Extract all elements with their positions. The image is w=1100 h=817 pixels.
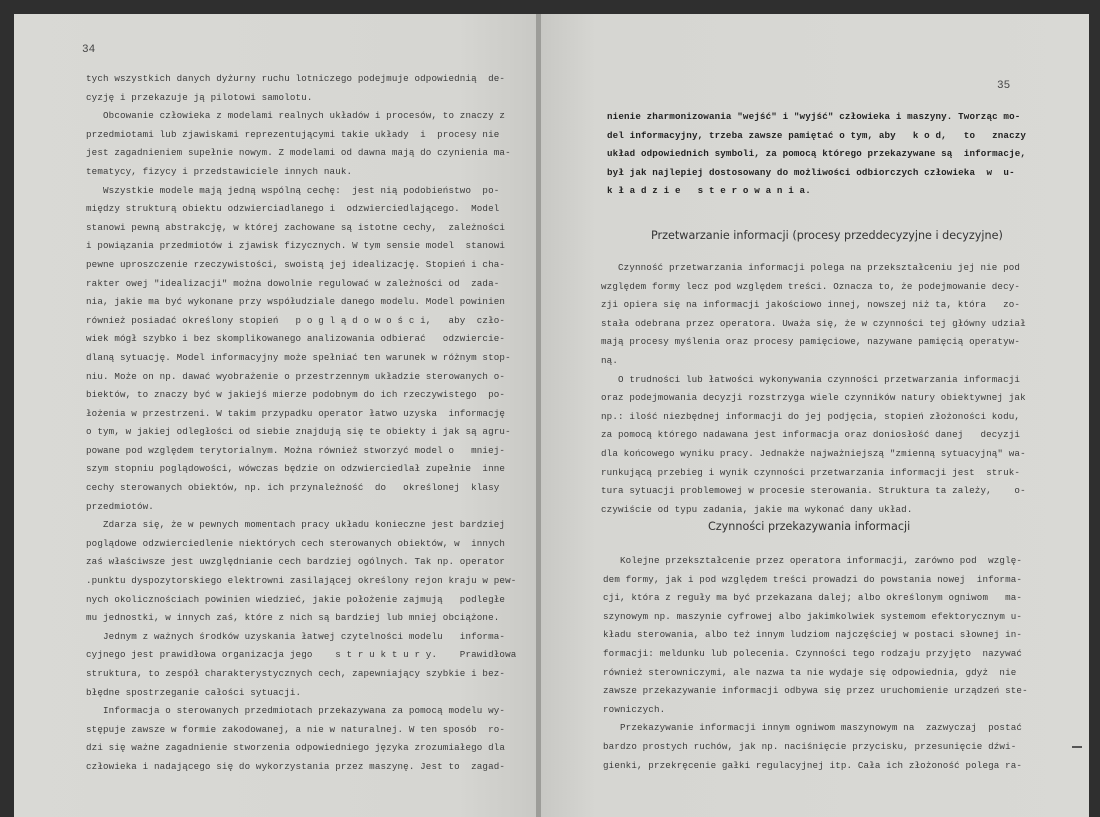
text-line: poglądowe odzwierciedlenie niektórych cech sterowanych obiektów, w innych	[86, 537, 506, 549]
text-line: mają procesy myślenia oraz procesy pamięciowe, nazywane pamięcią operatyw-	[601, 336, 1021, 348]
text-line: O trudności lub łatwości wykonywania czynności przetwarzania informacji	[601, 373, 1021, 385]
text-line: Informacja o sterowanych przedmiotach przekazywana za pomocą modelu wy-	[86, 705, 506, 717]
text-line: ną.	[601, 354, 618, 366]
text-line: Zdarza się, że w pewnych momentach pracy układu konieczne jest bardziej	[86, 519, 506, 531]
text-line: .punktu dyspozytorskiego elektrowni zasilającej określony rejon kraju w pew-	[86, 575, 517, 587]
right-page-number: 35	[997, 80, 1011, 92]
left-page-number: 34	[82, 44, 96, 56]
text-line: był jak najlepiej dostosowany do możliwości odbiorczych człowieka w u-	[607, 166, 1015, 178]
text-line: między strukturą obiektu odzwierciadlanego i odzwierciedlającego. Model	[86, 203, 500, 215]
text-line: stanowi pewną abstrakcję, w której zachowane są istotne cechy, zależności	[86, 221, 506, 233]
text-line: zawsze przekazywanie informacji odbywa się przez uruchomienie urządzeń ste-	[603, 685, 1028, 697]
text-line: Obcowanie człowieka z modelami realnych układów i procesów, to znaczy z	[86, 110, 506, 122]
text-line: również posiadać określony stopień p o g l ą d o w o ś c i, aby czło-	[86, 314, 506, 326]
text-line: przedmiotów.	[86, 500, 154, 512]
text-line: Wszystkie modele mają jedną wspólną cechę: jest nią podobieństwo po-	[86, 184, 500, 196]
text-line: stępuje zawsze w formie zakodowanej, a nie w naturalnej. W ten sposób ro-	[86, 723, 506, 735]
text-line: kładu sterowania, albo też innym ludziom najczęściej w postaci słownej in-	[603, 629, 1023, 641]
text-line: względem formy lecz pod względem treści. Oznacza to, że podejmowanie decy-	[601, 280, 1021, 292]
text-line: łożenia w przestrzeni. W takim przypadku operator łatwo uzyska informację	[86, 407, 506, 419]
text-line: nych okolicznościach powinien wiedzieć, jakie położenie zajmują podległe	[86, 593, 506, 605]
text-line: szym stopniu poglądowości, wówczas będzie on odzwierciedlał zupełnie inne	[86, 463, 506, 475]
text-line: nia, jakie ma być wykonane przy współudziale danego modelu. Model powinien	[86, 296, 506, 308]
text-line: Jednym z ważnych środków uzyskania łatwej czytelności modelu informa-	[86, 630, 506, 642]
text-line: układ odpowiednich symboli, za pomocą którego przekazywane są informacje,	[607, 148, 1027, 160]
section-processing-body	[601, 259, 1026, 519]
text-line: jest zagadnieniem supełnie nowym. Z modelami od dawna mają do czynienia ma-	[86, 147, 511, 159]
text-line: stała odebrana przez operatora. Uważa się, że w czynności tej główny udział	[601, 317, 1026, 329]
text-line: przedmiotami lub zjawiskami reprezentującymi takie układy i procesy nie	[86, 128, 500, 140]
text-line: tura sytuacji problemowej w procesie sterowania. Struktura ta zależy, o-	[601, 485, 1026, 497]
right-page-intro	[607, 108, 1026, 201]
text-line: człowieka i nadającego się do wykorzystania przez maszynę. Jest to zagad-	[86, 760, 506, 772]
text-line: runkującą przebieg i wynik czynności przetwarzania informacji jest struk-	[601, 466, 1021, 478]
section-transmission-body	[603, 552, 1028, 775]
text-line: również sterowniczymi, ale nazwa ta nie wydaje się odpowiednia, gdyż nie	[603, 666, 1017, 678]
text-line: wiek mógł szybko i bez skomplikowanego analizowania odbierać odzwiercie-	[86, 333, 506, 345]
text-line: powane pod względem terytorialnym. Można również stworzyć model o mniej-	[86, 444, 506, 456]
text-line: np.: ilość niezbędnej informacji do jej podjęcia, stopień złożoności kodu,	[601, 410, 1021, 422]
text-line: formacji: meldunku lub polecenia. Czynności tego rodzaju przyjęto nazywać	[603, 647, 1023, 659]
text-line: cyzję i przekazuje ją pilotowi samolotu.	[86, 91, 313, 103]
text-line: bardzo prostych ruchów, jak np. naciśnięcie przycisku, przesunięcie dźwi-	[603, 740, 1017, 752]
text-line: Czynność przetwarzania informacji polega na przekształceniu jej nie pod	[601, 262, 1021, 273]
text-line: błędne spostrzeganie całości sytuacji.	[86, 686, 302, 698]
text-line: pewne uproszczenie rzeczywistości, swoistą jej idealizację. Stopień i cha-	[86, 258, 506, 270]
text-line: cechy sterowanych obiektów, np. ich przynależność do określonej klasy	[86, 482, 500, 494]
text-line: dla końcowego wyniku pracy. Jednakże najważniejszą "zmienną sytuacyjną" wa-	[601, 447, 1026, 459]
section-heading-transmission: Czynności przekazywania informacji	[708, 520, 911, 533]
text-line: cyjnego jest prawidłowa organizacja jego s t r u k t u r y. Prawidłowa	[86, 649, 517, 661]
text-line: za pomocą którego nadawana jest informacja oraz doniosłość danej decyzji	[601, 429, 1021, 441]
text-line: tych wszystkich danych dyżurny ruchu lotniczego podejmuje odpowiednią de-	[86, 73, 506, 84]
text-line: biektów, to znaczy być w jakiejś mierze podobnym do ich rzeczywistego po-	[86, 389, 506, 401]
text-line: nienie zharmonizowania "wejść" i "wyjść" człowieka i maszyny. Tworząc mo-	[607, 111, 1021, 122]
text-line: k ł a d z i e s t e r o w a n i a.	[607, 185, 811, 197]
text-line: del informacyjny, trzeba zawsze pamiętać o tym, aby k o d, to znaczy	[607, 129, 1027, 141]
text-line: Przekazywanie informacji innym ogniwom maszynowym na zazwyczaj postać	[603, 722, 1023, 734]
text-line: zaś właściwsze jest uwzględnianie cech bardziej ogólnych. Tak np. operator	[86, 556, 506, 568]
text-line: mu jednostki, w innych zaś, które z nich są bardziej lub mniej obciążone.	[86, 612, 500, 624]
text-line: dlaną sytuację. Model informacyjny może spełniać ten warunek w różnym stop-	[86, 351, 511, 363]
text-line: cji, która z reguły ma być przekazana dalej; albo określonym ogniwom ma-	[603, 592, 1023, 604]
text-line: rakter owej "idealizacji" można dowolnie regulować w zależności od zada-	[86, 277, 500, 289]
text-line: rowniczych.	[603, 703, 666, 715]
text-line: oraz podejmowania decyzji rozstrzyga wiele czynników natury obiektywnej jak	[601, 392, 1026, 404]
text-line: niu. Może on np. dawać wyobrażenie o przestrzennym układzie sterowanych o-	[86, 370, 506, 382]
edge-mark	[1072, 746, 1082, 748]
left-page-body	[86, 70, 516, 777]
text-line: tematycy, fizycy i przedstawiciele innych nauk.	[86, 165, 353, 177]
text-line: struktura, to zespół charakterystycznych cech, zapewniający szybkie i bez-	[86, 668, 506, 679]
text-line: szynowym np. maszynie cyfrowej albo jakimkolwiek systemom efektorycznym u-	[603, 610, 1023, 622]
section-heading-processing: Przetwarzanie informacji (procesy przeddecyzyjne i decyzyjne)	[651, 229, 1003, 242]
right-page	[541, 14, 1089, 817]
text-line: zji opiera się na informacji jakościowo innej, nowszej niż ta, która zo-	[601, 299, 1021, 311]
text-line: dem formy, jak i pod względem treści prowadzi do powstania nowej informa-	[603, 573, 1023, 585]
text-line: gienki, przekręcenie gałki regulacyjnej itp. Cała ich złożoność polega ra-	[603, 759, 1023, 771]
text-line: Kolejne przekształcenie przez operatora informacji, zarówno pod wzglę-	[603, 555, 1023, 566]
text-line: o tym, w jakiej odległości od siebie znajdują się te obiekty i jak są agru-	[86, 426, 511, 438]
left-page	[14, 14, 536, 817]
text-line: czywiście od typu zadania, jakie ma wykonać dany układ.	[601, 503, 913, 515]
text-line: i powiązania przedmiotów i zjawisk fizycznych. W tym sensie model stanowi	[86, 240, 506, 252]
text-line: dzi się ważne zagadnienie stworzenia odpowiedniego języka zrozumiałego dla	[86, 742, 506, 754]
